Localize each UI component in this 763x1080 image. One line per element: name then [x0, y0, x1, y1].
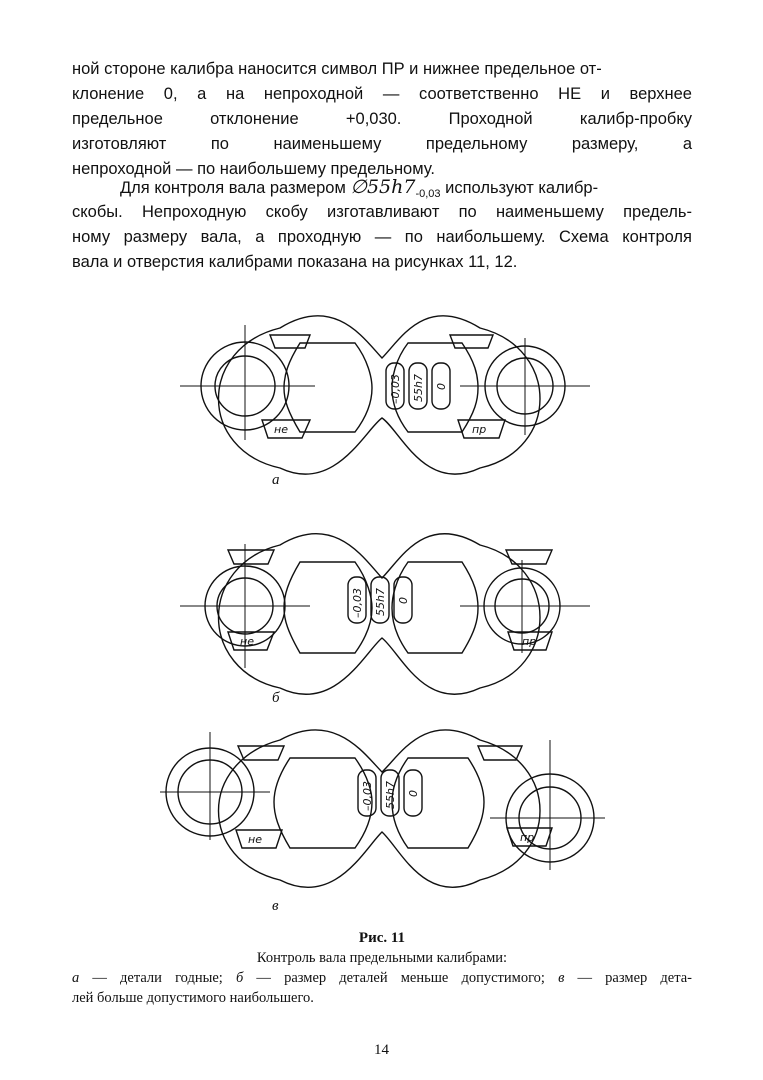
legend-text-c: — размер дета-: [564, 970, 692, 986]
text-fragment: Для контроля вала размером: [120, 179, 351, 197]
no-go-mark: не: [248, 833, 262, 846]
no-go-mark: не: [240, 635, 254, 648]
figure-label-a: а: [272, 472, 280, 488]
legend-line: [72, 968, 692, 988]
zero-mark: 0: [407, 790, 420, 797]
go-mark: пр: [472, 423, 487, 436]
body-paragraph-2: [72, 175, 692, 275]
go-mark: пр: [522, 635, 537, 648]
gauge-outline: [219, 730, 541, 887]
text-line: ному размеру вала, а проходную — по наибольшему. Схема контроля: [72, 228, 692, 246]
text-line: предельное отклонение +0,030. Проходной калибр-пробку: [72, 110, 692, 128]
text-line: [72, 175, 692, 200]
page-number: 14: [374, 1042, 389, 1058]
text-line: изготовляют по наименьшему предельному размеру, а: [72, 135, 692, 153]
text-line: скобы. Непроходную скобу изготавливают по наименьшему предель-: [72, 203, 692, 221]
legend-letter-a: а: [72, 970, 80, 986]
text-line: непроходной — по наибольшему предельному.: [72, 160, 435, 178]
text-line: клонение 0, а на непроходной — соответственно НЕ и верхнее: [72, 85, 692, 103]
right-jaw: [392, 758, 484, 848]
shaft-tolerance-subscript: -0,03: [415, 188, 441, 200]
left-jaw: [274, 758, 372, 848]
zero-mark: 0: [397, 597, 410, 604]
deviation-mark: –0,03: [389, 374, 402, 404]
zero-mark: 0: [435, 383, 448, 390]
gauge-diagram-a: [150, 300, 610, 480]
size-mark: 55h7: [374, 588, 387, 616]
legend-letter-c: в: [558, 970, 565, 986]
shaft-size-formula: ∅55h7: [350, 176, 416, 198]
go-mark: пр: [520, 831, 535, 844]
no-go-mark: не: [274, 423, 288, 436]
legend-text-b: — размер деталей меньше допустимого;: [243, 970, 559, 986]
figure-caption-text: Контроль вала предельными калибрами:: [256, 950, 508, 966]
body-paragraph-1: [72, 57, 692, 182]
figure-caption-legend: [72, 968, 692, 1008]
deviation-mark: –0,03: [351, 588, 364, 618]
legend-line: лей больше допустимого наибольшего.: [72, 990, 314, 1006]
text-line: ной стороне калибра наносится символ ПР и нижнее предельное от-: [72, 60, 602, 78]
gauge-diagram-c: [150, 720, 610, 895]
gauge-diagram-b: [150, 520, 610, 700]
legend-text-a: — детали годные;: [79, 970, 236, 986]
size-mark: 55h7: [384, 781, 397, 809]
right-jaw: [392, 562, 478, 653]
figure-caption-title: Рис. 11: [358, 930, 406, 946]
left-jaw: [284, 343, 372, 432]
figure-label-b: б: [272, 690, 280, 706]
top-tab-left: [270, 335, 310, 348]
top-tab-right: [506, 550, 552, 564]
legend-letter-b: б: [235, 970, 244, 986]
figure-label-c: в: [272, 898, 279, 914]
size-mark: 55h7: [412, 374, 425, 402]
text-line: вала и отверстия калибрами показана на рисунках 11, 12.: [72, 253, 518, 271]
top-tab-right: [450, 335, 493, 348]
deviation-mark: –0,03: [361, 781, 374, 811]
text-fragment: используют калибр-: [440, 179, 599, 197]
